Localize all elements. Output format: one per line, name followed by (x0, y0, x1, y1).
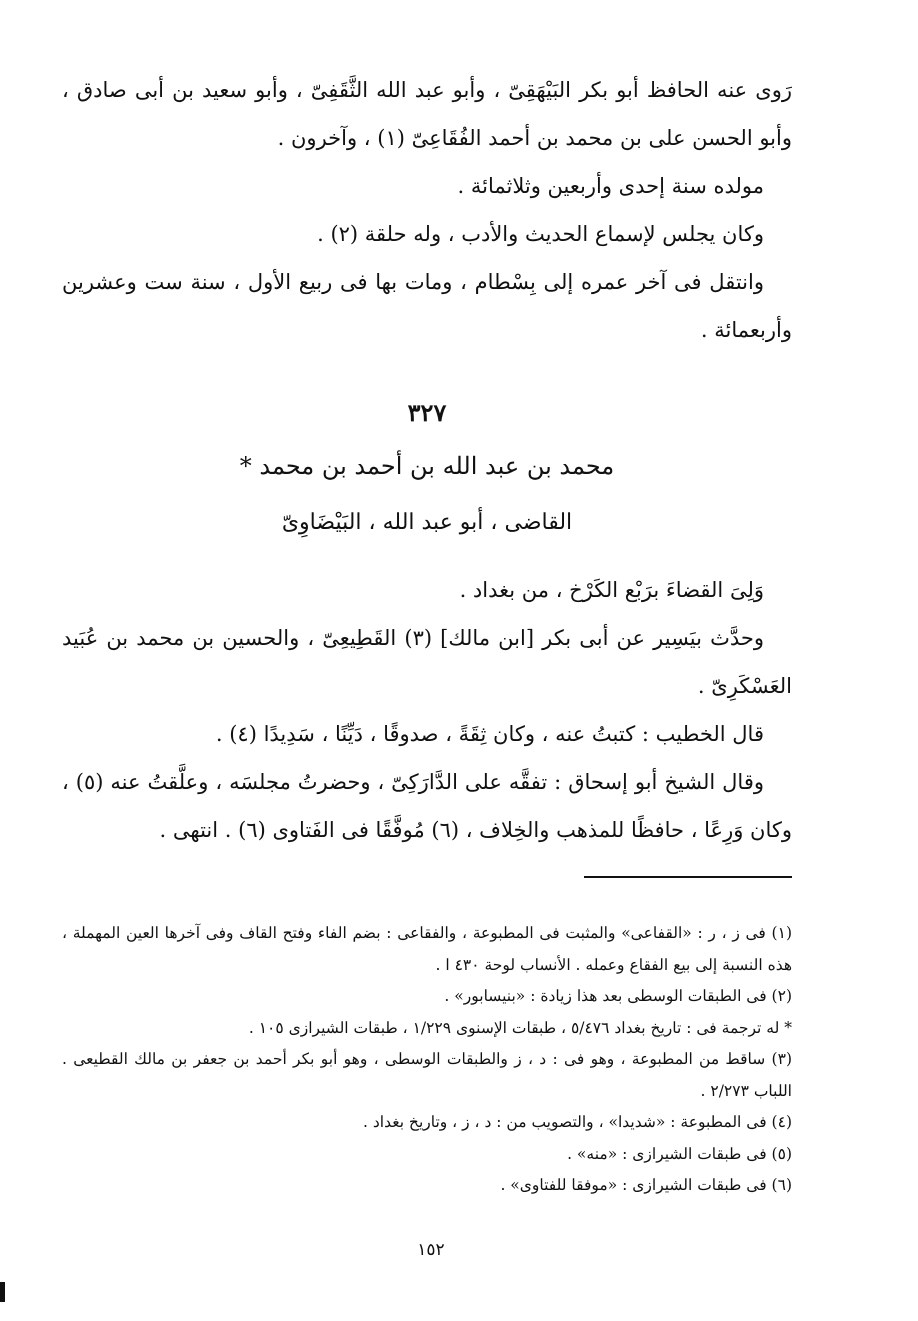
paragraph-teaching: وكان يجلس لإسماع الحديث والأدب ، وله حلقة (٢) . (317, 222, 764, 246)
footnote-separator (584, 876, 792, 878)
footnote-4: (٤) فى المطبوعة : «شديدا» ، والتصويب من : د ، ز ، وتاريخ بغداد . (363, 1113, 792, 1131)
footnote-2: (٢) فى الطبقات الوسطى بعد هذا زيادة : «بنيسابور» . (444, 987, 792, 1005)
paragraph-abu-ishaq: وقال الشيخ أبو إسحاق : تفقَّه على الدَّارَكِىّ ، وحضرتُ مجلسَه ، وعلَّقتُ عنه (٥) ، وكان وَرِعًا ، حافظًا للمذهب والخِلاف ، (٦) مُوفَّقًا فى الفَتاوى (٦) . انتهى . (62, 770, 792, 842)
intro-text (62, 66, 792, 354)
footnote-5: (٥) فى طبقات الشيرازى : «منه» . (567, 1144, 792, 1163)
entry-name: محمد بن عبد الله بن أحمد بن محمد * (239, 452, 615, 480)
footnote-3: (٣) ساقط من المطبوعة ، وهو فى : د ، ز والطبقات الوسطى ، وهو أبو بكر أحمد بن جعفر بن مالك القطيعى . اللباب ٢/٢٧٣ . (62, 1050, 792, 1100)
entry-kunya: القاضى ، أبو عبد الله ، البَيْضَاوِىّ (281, 510, 573, 535)
footnotes (62, 918, 792, 1202)
footnote-6: (٦) فى طبقات الشيرازى : «موفقا للفتاوى» . (500, 1176, 792, 1194)
entry-number: ٣٢٧ (407, 398, 447, 427)
paragraph-narration: وحدَّث بيَسِير عن أبى بكر [ابن مالك] (٣) القَطِيعِىّ ، والحسين بن محمد بن عُبَيد العَسْكَرِىّ . (62, 626, 792, 698)
paragraph-khatib: قال الخطيب : كتبتُ عنه ، وكان ثِقَةً ، صدوقًا ، دَيِّنًا ، سَدِيدًا (٤) . (215, 722, 764, 746)
paragraph-death: وانتقل فى آخر عمره إلى بِسْطام ، ومات بها فى ربيع الأول ، سنة ست وعشرين وأربعمائة . (62, 270, 792, 342)
scan-edge-mark (0, 1282, 5, 1302)
paragraph-narrators: رَوى عنه الحافظ أبو بكر البَيْهَقِىّ ، وأبو عبد الله الثَّقَفِىّ ، وأبو سعيد بن أبى صادق ، وأبو الحسن على بن محمد بن أحمد الفُقَاعِىّ (١) ، وآخرون . (62, 78, 792, 150)
entry-text (62, 566, 792, 854)
paragraph-judgeship: وَلِىَ القضاءَ برَبْع الكَرْخ ، من بغداد . (459, 578, 764, 602)
paragraph-birth: مولده سنة إحدى وأربعين وثلاثمائة . (457, 174, 764, 198)
footnote-1: (١) فى ز ، ر : «القفاعى» والمثبت فى المطبوعة ، والفقاعى : بضم الفاء وفتح القاف وفى آخرها العين المهملة ، هذه النسبة إلى بيع الفقاع وعمله . الأنساب لوحة ٤٣٠ ا . (62, 924, 792, 974)
page-number: ١٥٢ (417, 1240, 445, 1260)
footnote-source: * له ترجمة فى : تاريخ بغداد ٥/٤٧٦ ، طبقات الإسنوى ١/٢٢٩ ، طبقات الشيرازى ١٠٥ . (248, 1018, 792, 1037)
